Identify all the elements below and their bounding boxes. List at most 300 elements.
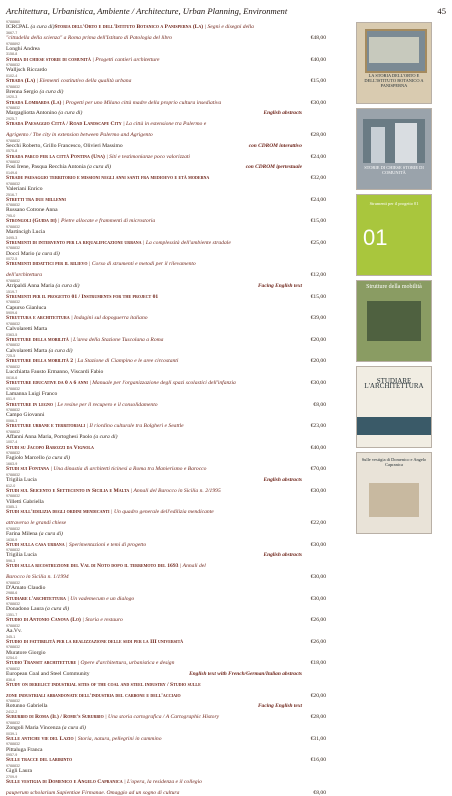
book-title: Storia dell'Orto e dell'Istituto Botanico a Panisperna (La) bbox=[54, 24, 204, 31]
entry-text bbox=[6, 628, 326, 635]
isbn-code: 0616-6 bbox=[6, 375, 18, 380]
entry-text bbox=[6, 585, 326, 592]
editor-note: (a cura di) bbox=[38, 88, 64, 95]
editor-note: (a cura di) bbox=[43, 606, 70, 613]
isbn-code: 1007-4 bbox=[6, 440, 18, 445]
entry-text bbox=[6, 596, 326, 603]
author: Martincigh Lucia bbox=[6, 229, 45, 236]
book-title: Studi sulla casa urbana bbox=[6, 541, 65, 548]
price: €40,00 bbox=[310, 56, 326, 63]
catalog-line bbox=[6, 397, 326, 408]
entry-text bbox=[6, 477, 326, 484]
price: €20,00 bbox=[310, 692, 326, 699]
entry-text bbox=[6, 466, 326, 473]
catalog-line bbox=[6, 440, 326, 451]
catalog-line bbox=[6, 775, 326, 786]
catalog-line bbox=[6, 128, 326, 139]
catalog-line bbox=[6, 160, 326, 171]
book-subtitle: attraverso le grandi chiese bbox=[6, 520, 67, 527]
author: Walljsch Riccardo bbox=[6, 67, 48, 74]
book-subtitle: | Opere d'architettura, urbanistica e design bbox=[76, 660, 175, 667]
book-subtitle: | Corso di strumenti e metodi per il rilevamento bbox=[87, 261, 196, 268]
isbn-code: 9788832 bbox=[6, 623, 20, 628]
isbn-code: 1638-9 bbox=[6, 537, 18, 542]
entry-text bbox=[6, 509, 326, 516]
entry-text bbox=[6, 261, 326, 268]
price: €48,00 bbox=[310, 34, 326, 41]
author: Villetti Gabriella bbox=[6, 498, 44, 505]
price: €32,00 bbox=[310, 175, 326, 182]
author: Muratore Giorgio bbox=[6, 649, 46, 656]
book-subtitle: | Un vademecum e un dialogo bbox=[65, 595, 135, 602]
book-cover bbox=[356, 108, 432, 190]
cover-title: LA STORIA DELL'ORTO E DELL'ISTITUTO BOTANICO A PANISPERNA bbox=[364, 73, 424, 88]
author: Gigli Laura bbox=[6, 768, 32, 775]
entry-text bbox=[6, 693, 326, 700]
isbn-code: 1351-7 bbox=[6, 612, 18, 617]
catalog-line bbox=[6, 300, 326, 311]
book-cover bbox=[356, 366, 432, 448]
catalog-line bbox=[6, 581, 326, 592]
catalog-line bbox=[6, 408, 326, 419]
entry-text bbox=[6, 574, 326, 581]
entry-text bbox=[6, 380, 326, 387]
isbn-code: 0254-0 bbox=[6, 656, 18, 661]
isbn-code: 3667-7 bbox=[6, 30, 18, 35]
author: European Coal and Steel Community bbox=[6, 671, 90, 678]
isbn-code: 9788832 bbox=[6, 699, 20, 704]
isbn-code: 9788832 bbox=[6, 203, 20, 208]
book-title: zone industriali abbandonate dell'industria del carbone e dell'acciaio bbox=[6, 692, 181, 699]
cover-title: Strumenti per il progetto 01 bbox=[369, 201, 419, 206]
author: Affanni Anna Maria, Portoghesi Paolo bbox=[6, 433, 93, 440]
entry-text bbox=[6, 455, 326, 462]
entry-text bbox=[6, 35, 326, 42]
book-cover: Strumenti per il progetto 01 01 bbox=[356, 194, 432, 276]
author: Longhi Andrea bbox=[6, 45, 40, 52]
book-subtitle: pauperum scholarium Sapientiae Firmanae. Omaggio ad un sogno di cultura bbox=[6, 789, 180, 796]
book-title: Storia di chiese storie di comunità bbox=[6, 56, 91, 63]
entry-text bbox=[6, 790, 326, 796]
editor-note: (a cura di) bbox=[29, 24, 55, 31]
author: Trigilia Lucia bbox=[6, 477, 37, 483]
cover-title: Sulle vestigia di Domenico e Angelo Capranica bbox=[361, 457, 427, 467]
cover-title: Strutture della mobilità bbox=[366, 284, 422, 290]
author: Fagiolo Marcello bbox=[6, 455, 45, 462]
isbn-code: 2412-2 bbox=[6, 710, 18, 714]
book-title: Strada Paesaggio Città / Road Landscape City bbox=[6, 121, 122, 128]
book-subtitle: | La Stazione di Ciampino e le aree circostanti bbox=[73, 358, 179, 365]
price: €12,00 bbox=[310, 272, 326, 279]
editor-note: (a cura di) bbox=[54, 282, 80, 289]
book-title: Strutture della mobilità bbox=[6, 336, 69, 343]
language-note: English abstracts bbox=[263, 477, 302, 483]
catalog-line bbox=[6, 678, 326, 689]
book-subtitle: | Siti e testimonianze poco valorizzati bbox=[104, 153, 190, 160]
author: ICRCPAL bbox=[6, 24, 30, 31]
entry-text bbox=[6, 251, 326, 258]
entry-text bbox=[6, 348, 326, 355]
book-title: Strada parco per la città Pontina (Una) bbox=[6, 153, 105, 160]
isbn-code: 1663-9 bbox=[6, 462, 18, 467]
book-subtitle: | Pietre allocate e frammenti di microstoria bbox=[56, 218, 156, 225]
book-title: Studi sul Seicento e Settecento in Sicilia e Malta bbox=[6, 487, 130, 494]
entry-text bbox=[6, 423, 326, 430]
entry-text bbox=[6, 218, 326, 225]
book-cover bbox=[356, 280, 432, 362]
catalog-line bbox=[6, 193, 326, 204]
catalog-line bbox=[6, 214, 326, 225]
entry-text bbox=[6, 240, 326, 247]
entry-text bbox=[6, 552, 326, 559]
catalog-line bbox=[6, 624, 326, 635]
book-title: Strumenti di intervento per la riqualificazione urbana bbox=[6, 239, 142, 246]
book-title: Sulle tracce del labirinto bbox=[6, 757, 73, 764]
author: Farina Milena bbox=[6, 530, 38, 537]
price: €30,00 bbox=[310, 487, 326, 494]
catalog-line bbox=[6, 268, 326, 279]
entry-text bbox=[6, 294, 326, 301]
price: €28,00 bbox=[310, 714, 326, 721]
price: €30,00 bbox=[310, 379, 326, 386]
book-title: Sulle vestigia di Domenico e Angelo Capranica bbox=[6, 778, 123, 785]
book-subtitle: | Segni e disegni della bbox=[203, 24, 254, 31]
catalog-line bbox=[6, 527, 326, 538]
entry-text bbox=[6, 779, 326, 786]
isbn-code: 9788860 bbox=[6, 20, 20, 24]
entry-text bbox=[6, 671, 326, 678]
book-subtitle: | Storia, natura, pellegrini in cammino bbox=[73, 735, 162, 742]
price: €30,00 bbox=[310, 99, 326, 106]
book-subtitle: | Un quadro generale dell'edilizia mendicante bbox=[109, 509, 214, 516]
price: €26,00 bbox=[310, 617, 326, 624]
catalog-line bbox=[6, 505, 326, 516]
catalog-line bbox=[6, 182, 326, 193]
entry-text bbox=[6, 154, 326, 161]
book-title: Studio di fattibilità per la realizzazione delle sedi per la III università bbox=[6, 638, 184, 645]
entry-text bbox=[6, 164, 326, 171]
author: Atripaldi Anna Maria bbox=[6, 282, 55, 289]
book-title: Studi sui Fontana bbox=[6, 466, 50, 473]
isbn-code: 9788832 bbox=[6, 645, 20, 650]
catalog-line bbox=[6, 290, 326, 301]
book-title: Strutture educative da 0 a 6 anni bbox=[6, 379, 88, 386]
book-subtitle: Barocco in Sicilia n. 1/1994 bbox=[6, 574, 69, 581]
book-subtitle: | La complessità dell'ambiente stradale bbox=[141, 239, 231, 246]
isbn-code: 9788832 bbox=[6, 224, 20, 229]
entry-text bbox=[6, 229, 326, 236]
author: Fosi Irene, Pasqua Recchia Antonia bbox=[6, 164, 86, 171]
catalog-line bbox=[6, 42, 326, 53]
book-subtitle: | La città in estensione tra Palermo e bbox=[121, 121, 207, 128]
entry-text bbox=[6, 736, 326, 743]
entry-text bbox=[6, 369, 326, 376]
entry-text bbox=[6, 67, 326, 74]
book-cover bbox=[356, 22, 432, 104]
author: Calvolaretti Marta bbox=[6, 347, 48, 354]
book-title: Strada Lombarda (La) bbox=[6, 99, 62, 106]
entry-text bbox=[6, 143, 326, 150]
isbn-code: 0575-8 bbox=[6, 149, 18, 154]
language-note: Facing English text bbox=[257, 282, 302, 289]
book-title: Strumenti per il progetto 01 / Instruments for the project 01 bbox=[6, 293, 159, 300]
language-note: Facing English text bbox=[257, 703, 302, 710]
catalog-line bbox=[6, 613, 326, 624]
price: €16,00 bbox=[310, 757, 326, 764]
isbn-code: 612-0 bbox=[6, 483, 16, 488]
entry-text bbox=[6, 100, 326, 107]
price: €31,00 bbox=[310, 735, 326, 742]
price: €8,00 bbox=[313, 789, 326, 796]
entry-text bbox=[6, 110, 326, 117]
catalog-line bbox=[6, 538, 326, 549]
author: Calvolaretti Marta bbox=[6, 326, 48, 333]
catalog-line bbox=[6, 95, 326, 106]
author: Zongoli Maria Vincenza bbox=[6, 724, 61, 731]
language-note: English abstracts bbox=[263, 110, 302, 117]
isbn-code: 1920-3 bbox=[6, 95, 18, 100]
isbn-code: 836-6 bbox=[6, 677, 16, 682]
price: €70,00 bbox=[310, 466, 326, 473]
catalog-line bbox=[6, 742, 326, 753]
entry-text bbox=[6, 531, 326, 538]
book-subtitle: | Una storia cartografica / A Cartographic History bbox=[103, 714, 220, 721]
price: €28,00 bbox=[310, 132, 326, 138]
book-subtitle: Agrigento / The city in extension between Palermo and Agrigento bbox=[6, 132, 153, 138]
isbn-code: 9788832 bbox=[6, 429, 20, 434]
isbn-code: 9788832 bbox=[6, 300, 20, 305]
isbn-code: 2988-6 bbox=[6, 591, 18, 596]
entry-text bbox=[6, 488, 326, 495]
book-subtitle: | Progetti cantieri architetture bbox=[90, 56, 160, 63]
price: €22,00 bbox=[310, 520, 326, 527]
catalog-line bbox=[6, 139, 326, 150]
isbn-code: 9788832 bbox=[6, 666, 20, 671]
entry-text bbox=[6, 682, 326, 689]
price: €26,00 bbox=[310, 638, 326, 645]
isbn-code: 0072-5 bbox=[6, 257, 18, 262]
editor-note: (a cura di) bbox=[44, 455, 71, 462]
price: €24,00 bbox=[310, 196, 326, 203]
entry-text bbox=[6, 499, 326, 506]
catalog-line bbox=[6, 246, 326, 257]
language-note: con CDROM ipertestuale bbox=[245, 164, 302, 171]
price: €39,00 bbox=[310, 315, 326, 322]
book-title: Stretti tra due millenni bbox=[6, 196, 66, 203]
catalog-line bbox=[6, 591, 326, 602]
author: Rotunno Gabriella bbox=[6, 703, 48, 710]
book-title: Strutture in legno bbox=[6, 401, 54, 408]
entry-text bbox=[6, 305, 326, 312]
price: €15,00 bbox=[310, 218, 326, 225]
price: €30,00 bbox=[310, 541, 326, 548]
isbn-code: 725-5 bbox=[6, 354, 16, 359]
catalog-line bbox=[6, 785, 326, 796]
catalog-line bbox=[6, 548, 326, 559]
book-subtitle: | Storia e restauro bbox=[80, 617, 123, 624]
isbn-code: 9788832 bbox=[6, 138, 20, 143]
book-title: Studi su Jacopo Barozzi da Vignola bbox=[6, 444, 94, 451]
catalog-line bbox=[6, 20, 326, 31]
catalog-line bbox=[6, 85, 326, 96]
price: €30,00 bbox=[310, 595, 326, 602]
entry-text bbox=[6, 272, 326, 279]
isbn-code: 9788832 bbox=[6, 365, 20, 369]
book-subtitle: | Annali del bbox=[178, 563, 206, 570]
catalog-line bbox=[6, 645, 326, 656]
catalog-line bbox=[6, 559, 326, 570]
catalog-line bbox=[6, 52, 326, 63]
isbn-code: 9788832 bbox=[6, 246, 20, 251]
price: €25,00 bbox=[310, 239, 326, 246]
book-subtitle: | Le resine per il recupero e il consolidamento bbox=[53, 401, 158, 408]
isbn-code: 9788832 bbox=[6, 408, 20, 413]
catalog-line bbox=[6, 117, 326, 128]
isbn-code: 9788832 bbox=[6, 602, 20, 607]
book-subtitle: | Una dinastia di architetti ticinesi a Roma tra Manierismo e Barocco bbox=[49, 466, 207, 473]
book-title: Studi sull'edilizia degli ordini mendicanti bbox=[6, 509, 110, 516]
book-title: Suburbio di Roma (Il) / Rome's Suburbio bbox=[6, 714, 104, 721]
catalog-line bbox=[6, 236, 326, 247]
isbn-code: 2709-9 bbox=[6, 774, 18, 779]
isbn-code: 596-3 bbox=[6, 559, 16, 564]
catalog-line bbox=[6, 494, 326, 505]
entry-text bbox=[6, 714, 326, 721]
page-header bbox=[6, 6, 446, 18]
catalog-line bbox=[6, 710, 326, 721]
editor-note: (a cura di) bbox=[92, 433, 118, 440]
catalog-line bbox=[6, 732, 326, 743]
entry-text bbox=[6, 46, 326, 53]
author: Lamanna Luigi Franco bbox=[6, 390, 58, 397]
book-title: Sulle antiche vie del Lazio bbox=[6, 735, 74, 742]
catalog-line bbox=[6, 354, 326, 365]
isbn-code: 5909-6 bbox=[6, 311, 18, 316]
author: Brenna Sergio bbox=[6, 88, 39, 95]
book-title: Studi sulla ricostruzione del Val di Noto dopo il terremoto del 1693 bbox=[6, 563, 179, 570]
isbn-code: 2516-7 bbox=[6, 192, 18, 197]
isbn-code: 9788832 bbox=[6, 548, 20, 553]
book-title: Strutture della mobilità 2 bbox=[6, 358, 74, 365]
price: €23,00 bbox=[310, 423, 326, 430]
book-title: Strada (La) bbox=[6, 78, 36, 85]
entry-text bbox=[6, 445, 326, 452]
isbn-code: 9788832 bbox=[6, 278, 20, 283]
entry-text bbox=[6, 747, 326, 754]
catalog-line bbox=[6, 322, 326, 333]
language-note: con CDROM interattivo bbox=[248, 142, 302, 149]
catalog-line bbox=[6, 376, 326, 387]
book-title: Struttura e architettura bbox=[6, 315, 70, 322]
entry-text bbox=[6, 412, 326, 419]
entry-text bbox=[6, 402, 326, 409]
isbn-code: 9788832 bbox=[6, 63, 20, 68]
isbn-code: 9788832 bbox=[6, 386, 20, 391]
author: Russano Cotrone Anna bbox=[6, 207, 58, 214]
book-subtitle: | Progetti per uno Milano città madre della proprio cultura insediativa bbox=[61, 99, 222, 106]
book-subtitle: | Il riordino culturale tra Bolgheri e Seattle bbox=[85, 423, 184, 430]
editor-note: (a cura di) bbox=[37, 530, 63, 537]
entry-text bbox=[6, 434, 326, 441]
isbn-code: 0102-4 bbox=[6, 73, 18, 78]
isbn-code: 9788832 bbox=[6, 580, 20, 585]
price: €20,00 bbox=[310, 336, 326, 343]
entry-text bbox=[6, 563, 326, 570]
entry-text bbox=[6, 315, 326, 322]
entry-text bbox=[6, 175, 326, 182]
isbn-code: 9788832 bbox=[6, 720, 20, 725]
catalog-line bbox=[6, 699, 326, 710]
entry-text bbox=[6, 520, 326, 527]
isbn-code: 0363-5 bbox=[6, 332, 18, 337]
catalog-line bbox=[6, 279, 326, 290]
isbn-code: 9788892 bbox=[6, 41, 20, 46]
entry-text bbox=[6, 326, 326, 333]
author: D'Amato Claudio bbox=[6, 584, 46, 591]
isbn-code: 0385-1 bbox=[6, 505, 18, 510]
isbn-code: 345-1 bbox=[6, 634, 16, 639]
entry-text bbox=[6, 57, 326, 64]
entry-text bbox=[6, 768, 326, 775]
catalog-line bbox=[6, 430, 326, 441]
language-note: English text with French/German/Italian abstracts bbox=[189, 671, 302, 678]
author: Trigilia Lucia bbox=[6, 552, 37, 559]
cover-title: STORIE DI CHIESE STORIE DI COMUNITÀ bbox=[364, 165, 424, 175]
book-title: Studiare l'architettura bbox=[6, 595, 66, 602]
cover-title: STUDIARE L'ARCHITETTURA bbox=[364, 377, 424, 390]
catalog-line bbox=[6, 387, 326, 398]
author: Capurso Gianluca bbox=[6, 304, 47, 311]
entry-text bbox=[6, 207, 326, 214]
catalog-line bbox=[6, 203, 326, 214]
author: Donadono Laura bbox=[6, 606, 44, 613]
price: €30,00 bbox=[310, 574, 326, 581]
entry-text bbox=[6, 197, 326, 204]
isbn-code: 9788832 bbox=[6, 343, 20, 348]
catalog-line bbox=[6, 63, 326, 74]
isbn-code: 1519-7 bbox=[6, 289, 18, 294]
catalog-line bbox=[6, 516, 326, 527]
author: Aa.Vv. bbox=[6, 627, 22, 634]
catalog-line bbox=[6, 753, 326, 764]
book-title: Strutture urbane e territoriali bbox=[6, 423, 86, 430]
author: Campo Giovanni bbox=[6, 412, 45, 419]
isbn-code: 2925-7 bbox=[6, 117, 18, 122]
book-subtitle: | Indagini sul dopoguerra italiano bbox=[69, 315, 148, 322]
price: €8,00 bbox=[313, 401, 326, 408]
running-title: Architettura, Urbanistica, Ambiente / Architecture, Urban Planning, Environment bbox=[6, 6, 288, 16]
catalog-line bbox=[6, 365, 326, 376]
entry-text bbox=[6, 542, 326, 549]
isbn-code: 0957-9 bbox=[6, 753, 18, 758]
catalog-line bbox=[6, 688, 326, 699]
isbn-code: 9788832 bbox=[6, 742, 20, 747]
entry-text bbox=[6, 660, 326, 667]
catalog-line bbox=[6, 602, 326, 613]
price: €24,00 bbox=[310, 153, 326, 160]
entry-text bbox=[6, 89, 326, 96]
price: €40,00 bbox=[310, 444, 326, 451]
book-subtitle: dell'architettura bbox=[6, 272, 43, 279]
isbn-code: 9788832 bbox=[6, 526, 20, 531]
author: Margagliotta Antonino bbox=[6, 110, 58, 117]
book-cover bbox=[356, 452, 432, 534]
catalog-line bbox=[6, 656, 326, 667]
price: €15,00 bbox=[310, 293, 326, 300]
editor-note: (a cura di) bbox=[34, 250, 60, 257]
price: €20,00 bbox=[310, 358, 326, 365]
catalog-line bbox=[6, 257, 326, 268]
